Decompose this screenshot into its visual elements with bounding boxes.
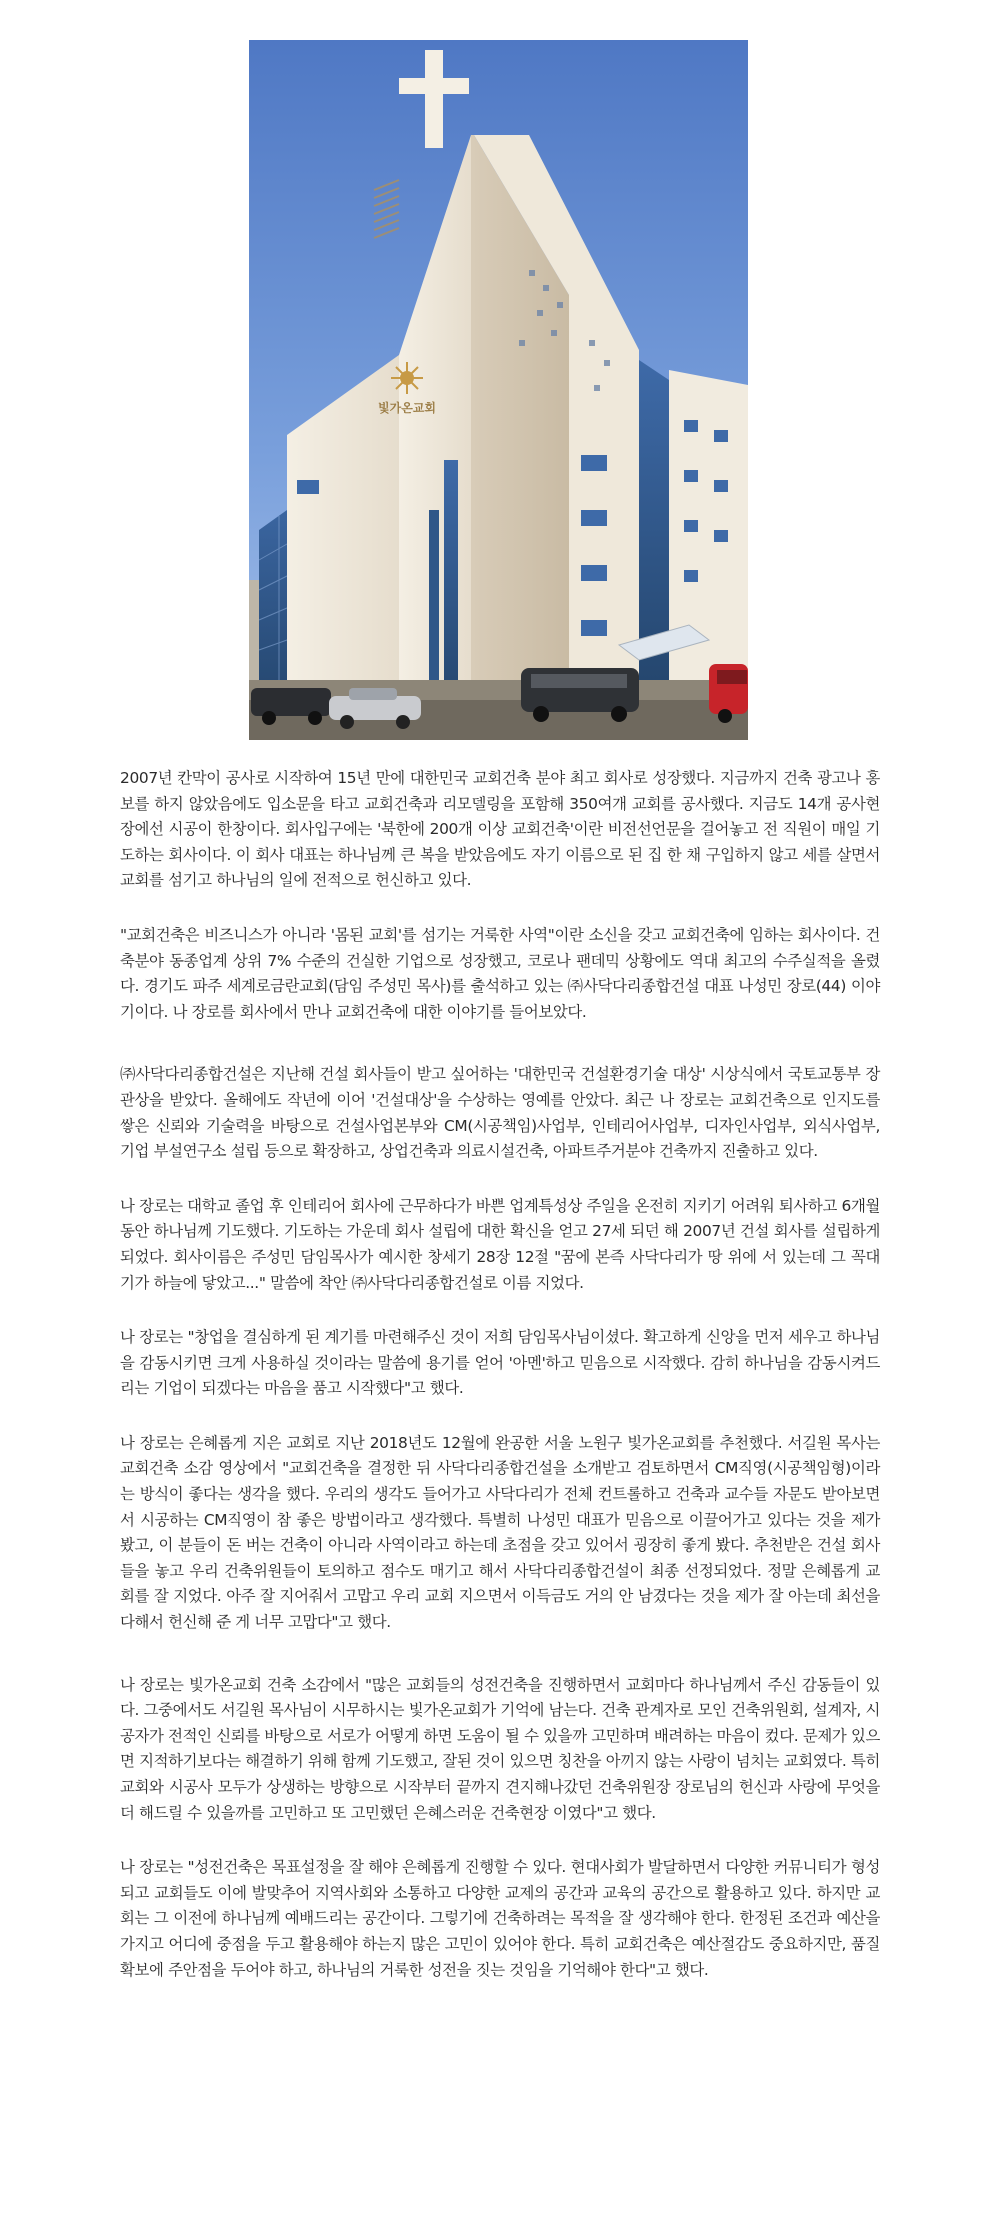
article-paragraph: ㈜사닥다리종합건설은 지난해 건설 회사들이 받고 싶어하는 '대한민국 건설환경기술 대상' 시상식에서 국토교통부 장관상을 받았다. 올해에도 작년에 이어 '건설대상'을 수상하는 영예를 안았다. 최근 나 장로는 교회건축으로 인지도를 쌓은 신뢰와 기술력을 바탕으로 건설사업본부와 CM(시공책임)사업부, 인테리어사업부, 디자인사업부, 외식사업부, 기업 부설연구소 설립 등으로 확장하고, 상업건축과 의료시설건축, 아파트주거분야 건축까지 진출하고 있다. [120,1065,880,1161]
article-paragraph: "교회건축은 비즈니스가 아니라 '몸된 교회'를 섬기는 거룩한 사역"이란 소신을 갖고 교회건축에 임하는 회사이다. 건축분야 동종업계 상위 7% 수준의 건실한 기업으로 성장했고, 코로나 팬데믹 상황에도 역대 최고의 수주실적을 올렸다. 경기도 파주 세계로금란교회(담임 주성민 목사)를 출석하고 있는 ㈜사닥다리종합건설 대표 나성민 장로(44) 이야기이다. 나 장로를 회사에서 만나 교회건축에 대한 이야기를 들어보았다. [120,925,880,1021]
glass-stripe-center [444,460,458,700]
article-paragraph: 2007년 칸막이 공사로 시작하여 15년 만에 대한민국 교회건축 분야 최고 회사로 성장했다. 지금까지 건축 광고나 홍보를 하지 않았음에도 입소문을 타고 교회건축과 리모델링을 포함해 350여개 교회를 공사했다. 지금도 14개 공사현장에선 시공이 한창이다. 회사입구에는 '북한에 200개 이상 교회건축'이란 비전선언문을 걸어놓고 전 직원이 매일 기도하는 회사이다. 이 회사 대표는 하나님께 큰 복을 받았음에도 자기 이름으로 된 집 한 채 구입하지 않고 세를 살면서 교회를 섬기고 하나님의 일에 전적으로 헌신하고 있다. [120,769,880,890]
article-paragraph: 나 장로는 빛가온교회 건축 소감에서 "많은 교회들의 성전건축을 진행하면서 교회마다 하나님께서 주신 감동들이 있다. 그중에서도 서길원 목사님이 시무하시는 빛가온교회가 기억에 남는다. 건축 관계자로 모인 건축위원회, 설계자, 시공자가 전적인 신뢰를 바탕으로 서로가 어떻게 하면 도움이 될 수 있을까 고민하며 배려하는 마음이 컸다. 문제가 있으면 지적하기보다는 해결하기 위해 함께 기도했고, 잘된 것이 있으면 칭찬을 아끼지 않는 사랑이 넘치는 교회였다. 특히 교회와 시공사 모두가 상생하는 방향으로 시작부터 끝까지 견지해나갔던 건축위원장 장로님의 헌신과 사랑에 무엇을 더 해드릴 수 있을까를 고민하고 또 고민했던 은혜스러운 건축현장 이였다"고 했다. [120,1675,880,1822]
article-paragraph: 나 장로는 "성전건축은 목표설정을 잘 해야 은혜롭게 진행할 수 있다. 현대사회가 발달하면서 다양한 커뮤니티가 형성되고 교회들도 이에 발맞추어 지역사회와 소통하고 다양한 교제의 공간과 교육의 공간으로 활용하고 있다. 하지만 교회는 그 이전에 하나님께 예배드리는 공간이다. 그렇기에 건축하려는 목적을 잘 생각해야 한다. 한정된 조건과 예산을 가지고 어디에 중점을 두고 활용해야 하는지 많은 고민이 있어야 한다. 특히 교회건축은 예산절감도 중요하지만, 품질확보에 주안점을 두어야 하고, 하나님의 거룩한 성전을 짓는 것임을 기억해야 한다"고 했다. [120,1858,880,1979]
article-paragraph: 나 장로는 대학교 졸업 후 인테리어 회사에 근무하다가 바쁜 업계특성상 주일을 온전히 지키기 어려워 퇴사하고 6개월 동안 하나님께 기도했다. 기도하는 가운데 회사 설립에 대한 확신을 얻고 27세 되던 해 2007년 건설 회사를 설립하게 되었다. 회사이름은 주성민 담임목사가 예시한 창세기 28장 12절 "꿈에 본즉 사닥다리가 땅 위에 서 있는데 그 꼭대기가 하늘에 닿았고..." 말씀에 착안 ㈜사닥다리종합건설로 이름 지었다. [120,1196,880,1292]
article-paragraph: 나 장로는 "창업을 결심하게 된 계기를 마련해주신 것이 저희 담임목사님이셨다. 확고하게 신앙을 먼저 세우고 하나님을 감동시키면 크게 사용하실 것이라는 말씀에 용기를 얻어 '아멘'하고 믿음으로 시작했다. 감히 하나님을 감동시켜드리는 기업이 되겠다는 마음을 품고 시작했다"고 했다. [120,1328,880,1398]
church-building-photo [249,40,748,740]
article-body [120,766,880,2012]
article-paragraph: 나 장로는 은혜롭게 지은 교회로 지난 2018년도 12월에 완공한 서울 노원구 빛가온교회를 추천했다. 서길원 목사는 교회건축 소감 영상에서 "교회건축을 결정한 뒤 사닥다리종합건설을 소개받고 검토하면서 CM직영(시공책임형)이라는 방식이 좋다는 생각을 했다. 우리의 생각도 들어가고 사닥다리가 전체 컨트롤하고 건축과 교수들 자문도 받아보면서 시공하는 CM직영이 참 좋은 방법이라고 생각했다. 특별히 나성민 대표가 믿음으로 이끌어가고 있다는 것을 제가 봤고, 이 분들이 돈 버는 건축이 아니라 사역이라고 하는데 초점을 갖고 있어서 굉장히 좋게 봤다. 추천받은 건설 회사들을 놓고 우리 건축위원들이 토의하고 점수도 매기고 해서 사닥다리종합건설이 최종 선정되었다. 정말 은혜롭게 교회를 잘 지었다. 아주 잘 지어줘서 고맙고 우리 교회 지으면서 이득금도 거의 안 남겼다는 것을 제가 잘 아는데 최선을 다해서 헌신해 준 게 너무 고맙다"고 했다. [120,1433,880,1632]
church-sign-text: 빛가온교회 [378,401,436,415]
